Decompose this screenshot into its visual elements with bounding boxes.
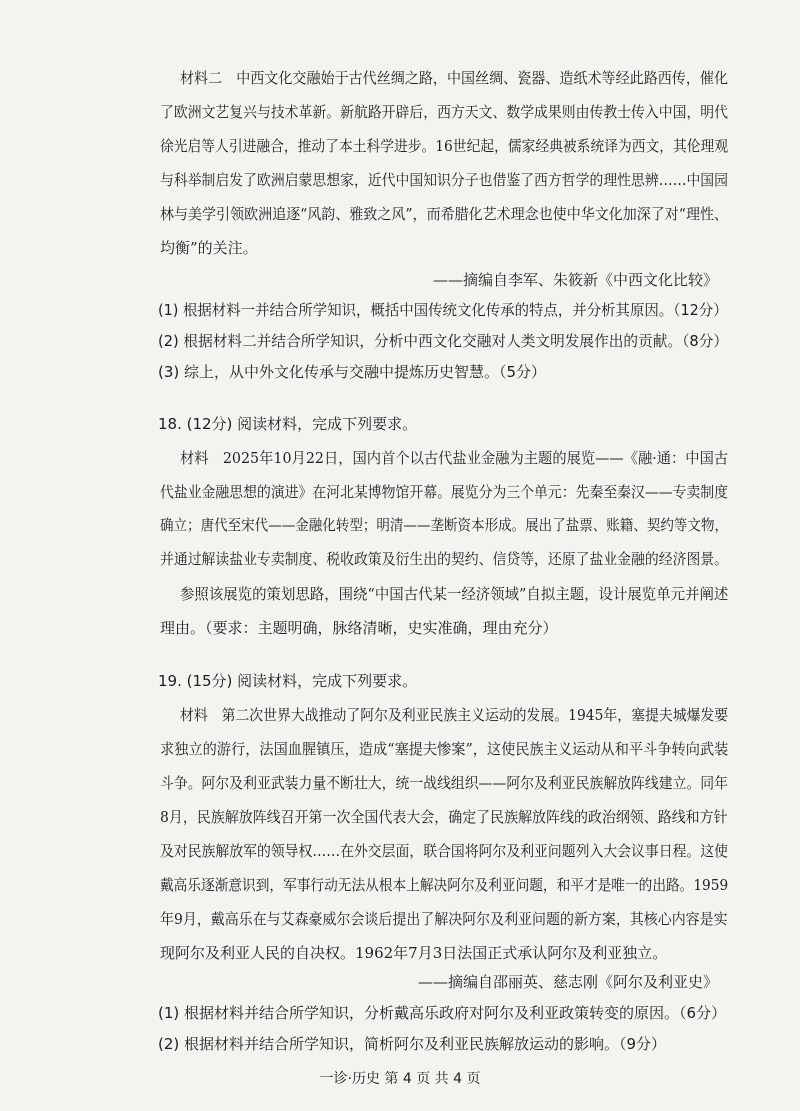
question-18-line: 材料 2025年10月22日，国内首个以古代盐业金融为主题的展览——《融·通：中国古 <box>180 449 729 467</box>
question-19-line: 年9月，戴高乐在与艾森豪威尔会谈后提出了解决阿尔及利亚问题的新方案，其核心内容是实 <box>160 910 728 928</box>
material-two-line: 与科举制启发了欧洲启蒙思想家，近代中国知识分子也借鉴了西方哲学的理性思辨……中国园 <box>160 171 729 189</box>
sub-question: (1) 根据材料并结合所学知识，分析戴高乐政府对阿尔及利亚政策转变的原因。（6分） <box>158 1004 727 1022</box>
question-19-line: 现阿尔及利亚人民的自决权。1962年7月3日法国正式承认阿尔及利亚独立。 <box>160 944 668 962</box>
question-19-line: 戴高乐逐渐意识到，军事行动无法从根本上解决阿尔及利亚问题，和平才是唯一的出路。1959 <box>160 876 729 894</box>
material-two-line: 材料二 中西文化交融始于古代丝绸之路，中国丝绸、瓷器、造纸术等经此路西传，催化 <box>180 69 729 87</box>
material-two-line: 均衡”的关注。 <box>160 239 258 257</box>
material-two-line: 林与美学引领欧洲追逐“风韵、雅致之风”，而希腊化艺术理念也使中华文化加深了对“理性、 <box>160 205 729 223</box>
question-19-line: 8月，民族解放阵线召开第一次全国代表大会，确定了民族解放阵线的政治纲领、路线和方针 <box>160 808 728 826</box>
question-18-line: 代盐业金融思想的演进》在河北某博物馆开幕。展览分为三个单元：先秦至秦汉——专卖制度 <box>160 483 729 501</box>
material-two-line: 了欧洲文艺复兴与技术革新。新航路开辟后，西方天文、数学成果则由传教士传入中国，明代 <box>160 103 729 121</box>
question-18-line: 确立；唐代至宋代——金融化转型；明清——垄断资本形成。展出了盐票、账籍、契约等文物， <box>160 516 729 534</box>
sub-question: (2) 根据材料二并结合所学知识，分析中西文化交融对人类文明发展作出的贡献。（8分） <box>158 332 729 350</box>
question-19-line: 斗争。阿尔及利亚武装力量不断壮大，统一战线组织——阿尔及利亚民族解放阵线建立。同年 <box>160 774 729 792</box>
question-19-line: 求独立的游行，法国血腥镇压，造成“塞提夫惨案”，这使民族主义运动从和平斗争转向武装 <box>160 740 729 758</box>
material-two-line: 徐光启等人引进融合，推动了本土科学进步。16世纪起，儒家经典被系统译为西文，其伦理观 <box>160 137 729 155</box>
question-18-prompt: 理由。（要求：主题明确，脉络清晰，史实准确，理由充分） <box>160 619 558 637</box>
sub-question: (1) 根据材料一并结合所学知识，概括中国传统文化传承的特点，并分析其原因。（12分） <box>158 301 728 319</box>
question-19-source: ——摘编自邵丽英、慈志刚《阿尔及利亚史》 <box>417 973 718 991</box>
sub-question: (2) 根据材料并结合所学知识，简析阿尔及利亚民族解放运动的影响。（9分） <box>158 1035 667 1053</box>
question-19-line: 材料 第二次世界大战推动了阿尔及利亚民族主义运动的发展。1945年，塞提夫城爆发要 <box>180 706 729 724</box>
question-19-heading: 19. (15分) 阅读材料，完成下列要求。 <box>158 672 418 690</box>
question-19-line: 及对民族解放军的领导权……在外交层面，联合国将阿尔及利亚问题列入大会议事日程。这使 <box>160 842 729 860</box>
question-18-prompt: 参照该展览的策划思路，围绕“中国古代某一经济领域”自拟主题，设计展览单元并阐述 <box>180 585 729 603</box>
material-two-source: ——摘编自李军、朱筱新《中西文化比较》 <box>432 271 718 289</box>
sub-question: (3) 综上，从中外文化传承与交融中提炼历史智慧。（5分） <box>158 363 547 381</box>
question-18-heading: 18. (12分) 阅读材料，完成下列要求。 <box>158 415 418 433</box>
question-18-line: 并通过解读盐业专卖制度、税收政策及衍生出的契约、信贷等，还原了盐业金融的经济图景。 <box>160 550 729 568</box>
page-footer: 一诊·历史 第 4 页 共 4 页 <box>319 1071 481 1087</box>
